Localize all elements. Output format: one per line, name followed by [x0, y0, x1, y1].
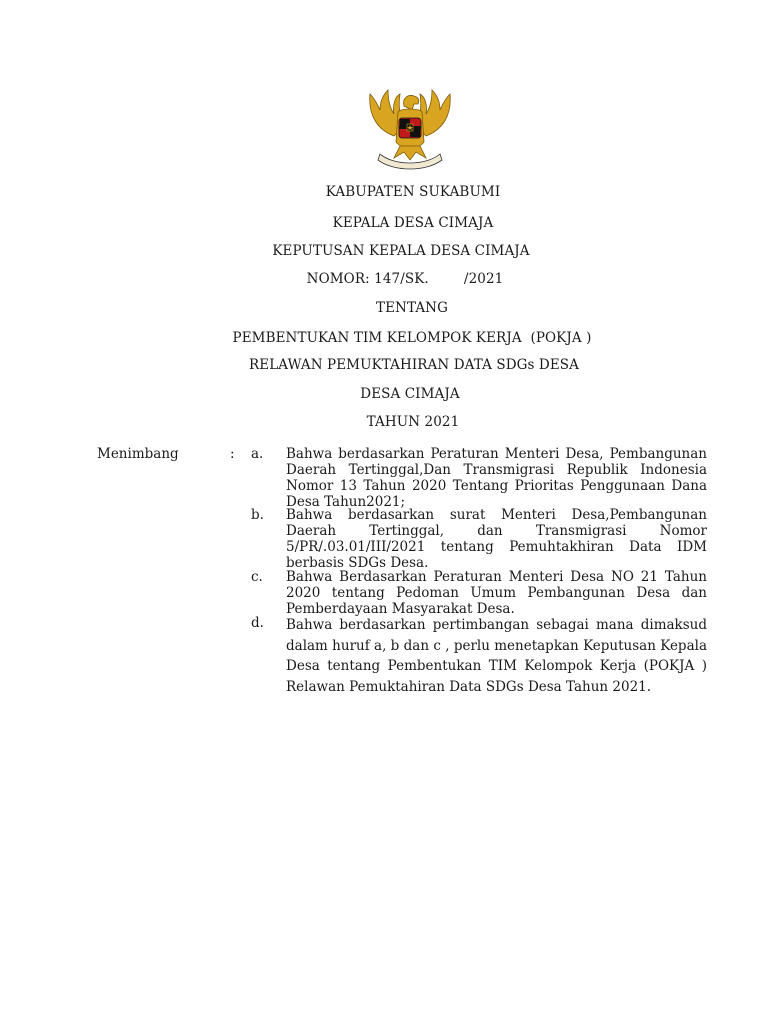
item-text-d: Bahwa berdasarkan pertimbangan sebagai mana dimaksud dalam huruf a, b dan c , perlu menetapkan Keputusan Kepala Desa tentang Pembentukan TIM Kelompok Kerja (POKJA ) Relawan Pemuktahiran Data SDGs Desa Tahun 2021.	[286, 617, 707, 695]
menimbang-colon: :	[230, 446, 235, 462]
heading-village: DESA CIMAJA	[360, 386, 460, 402]
item-marker-d: d.	[251, 615, 264, 631]
heading-village-head: KEPALA DESA CIMAJA	[332, 215, 494, 231]
item-text-c: Bahwa Berdasarkan Peraturan Menteri Desa NO 21 Tahun 2020 tentang Pedoman Umum Pembangunan Desa dan Pemberdayaan Masyarakat Desa.	[286, 569, 707, 617]
item-marker-a: a.	[251, 446, 264, 462]
heading-subject-line-1: PEMBENTUKAN TIM KELOMPOK KERJA (POKJA )	[232, 330, 592, 346]
heading-regency: KABUPATEN SUKABUMI	[325, 184, 501, 200]
item-text-b: Bahwa berdasarkan surat Menteri Desa,Pembangunan Daerah Tertinggal, dan Transmigrasi Nomor 5/PR/.03.01/III/2021 tentang Pemuhtakhiran Data IDM berbasis SDGs Desa.	[286, 507, 707, 571]
heading-subject-line-2: RELAWAN PEMUKTAHIRAN DATA SDGs DESA	[249, 357, 579, 373]
item-marker-c: c.	[251, 569, 263, 585]
garuda-pancasila-emblem	[364, 86, 456, 172]
heading-tentang: TENTANG	[376, 300, 448, 316]
item-marker-b: b.	[251, 507, 264, 523]
heading-year: TAHUN 2021	[366, 414, 460, 430]
menimbang-label: Menimbang	[97, 446, 179, 462]
head-shape	[404, 95, 419, 110]
heading-number: NOMOR: 147/SK. /2021	[306, 271, 504, 287]
item-text-a: Bahwa berdasarkan Peraturan Menteri Desa, Pembangunan Daerah Tertinggal,Dan Transmigrasi Republik Indonesia Nomor 13 Tahun 2020 Tentang Prioritas Penggunaan Dana Desa Tahun2021;	[286, 446, 707, 510]
tail-shape	[394, 146, 426, 160]
heading-decree: KEPUTUSAN KEPALA DESA CIMAJA	[272, 243, 530, 259]
